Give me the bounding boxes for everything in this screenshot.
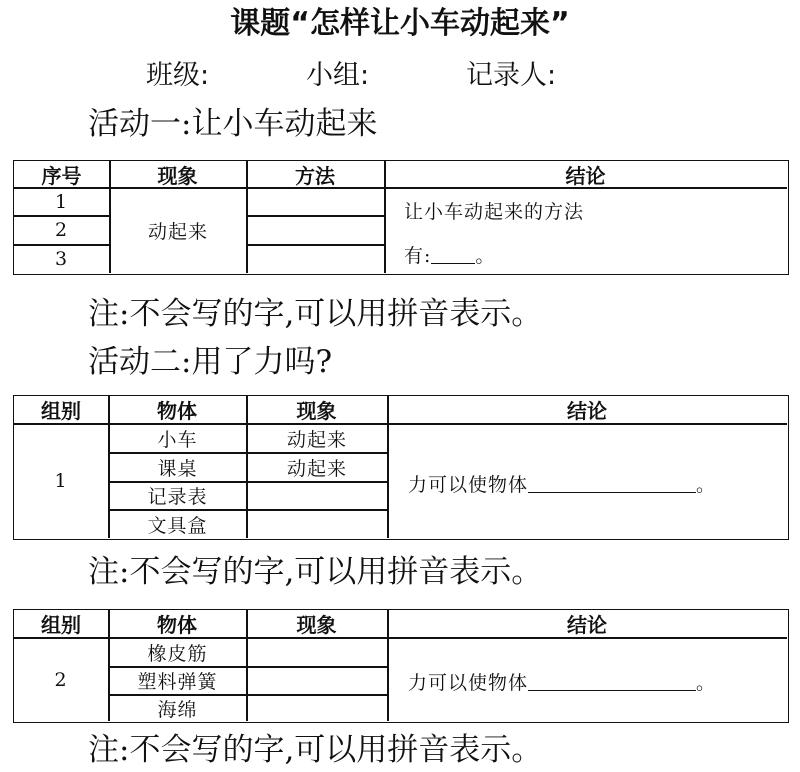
conclusion-suffix: 。 — [696, 473, 717, 496]
object-cell: 橡皮筋 — [147, 642, 208, 665]
activity2-table-1 — [13, 395, 789, 540]
object-cell: 小车 — [157, 428, 198, 451]
method-field-3[interactable] — [246, 245, 384, 273]
group-number: 2 — [54, 668, 68, 691]
phenomenon-cell[interactable] — [247, 667, 387, 694]
phenomenon-cell[interactable] — [247, 510, 387, 538]
method-field-2[interactable] — [246, 216, 384, 244]
phenomenon-cell[interactable]: 动起来 — [286, 457, 347, 480]
recorder-label: 记录人: — [466, 60, 557, 91]
conclusion-line-1: 让小车动起来的方法 — [404, 200, 585, 223]
conclusion-blank[interactable] — [431, 245, 475, 264]
activity1-table — [13, 160, 789, 275]
phenomenon-cell[interactable] — [247, 482, 387, 509]
header-group: 组别 — [41, 399, 81, 423]
header-conclusion: 结论 — [565, 163, 606, 188]
phenomenon-cell[interactable]: 动起来 — [286, 428, 347, 451]
activity2-table-2 — [13, 609, 789, 723]
header-object: 物体 — [157, 399, 197, 423]
conclusion-text — [408, 468, 778, 498]
conclusion-prefix: 力可以使物体 — [408, 671, 529, 694]
header-method: 方法 — [295, 163, 335, 188]
note-2: 注:不会写的字,可以用拼音表示。 — [88, 554, 543, 590]
object-cell: 文具盒 — [147, 514, 208, 537]
row-index-2: 2 — [54, 219, 69, 241]
conclusion-suffix: 。 — [696, 671, 717, 694]
group-number: 1 — [54, 470, 68, 492]
group-label: 小组: — [306, 60, 370, 91]
conclusion-text — [408, 666, 778, 696]
activity2-heading: 活动二:用了力吗? — [88, 344, 333, 380]
header-group: 组别 — [41, 613, 81, 637]
note-3: 注:不会写的字,可以用拼音表示。 — [88, 732, 543, 768]
conclusion-blank[interactable] — [528, 474, 696, 493]
conclusion-prefix: 力可以使物体 — [408, 473, 529, 496]
header-index: 序号 — [41, 163, 82, 188]
conclusion-suffix: 。 — [475, 244, 496, 267]
header-phenomenon: 现象 — [296, 399, 337, 423]
row-index-3: 3 — [54, 248, 69, 270]
header-object: 物体 — [157, 613, 197, 637]
conclusion-blank[interactable] — [528, 672, 696, 691]
conclusion-line-2 — [404, 241, 774, 267]
phenomenon-cell[interactable] — [247, 638, 387, 666]
header-conclusion: 结论 — [567, 613, 607, 637]
method-field-1[interactable] — [246, 188, 384, 215]
object-cell: 记录表 — [147, 486, 208, 508]
phenomenon-cell[interactable] — [247, 695, 387, 721]
object-cell: 海绵 — [157, 698, 198, 721]
header-phenomenon: 现象 — [296, 613, 337, 637]
header-conclusion: 结论 — [567, 399, 607, 423]
page-title: 课题“怎样让小车动起来” — [230, 6, 570, 41]
row-index-1: 1 — [54, 190, 69, 213]
header-phenomenon: 现象 — [157, 163, 198, 188]
activity1-heading: 活动一:让小车动起来 — [88, 106, 378, 142]
conclusion-prefix: 有: — [404, 244, 432, 267]
note-1: 注:不会写的字,可以用拼音表示。 — [88, 296, 543, 332]
object-cell: 塑料弹簧 — [137, 671, 218, 693]
class-label: 班级: — [146, 60, 210, 91]
object-cell: 课桌 — [157, 457, 198, 480]
phenomenon-value: 动起来 — [147, 221, 208, 243]
